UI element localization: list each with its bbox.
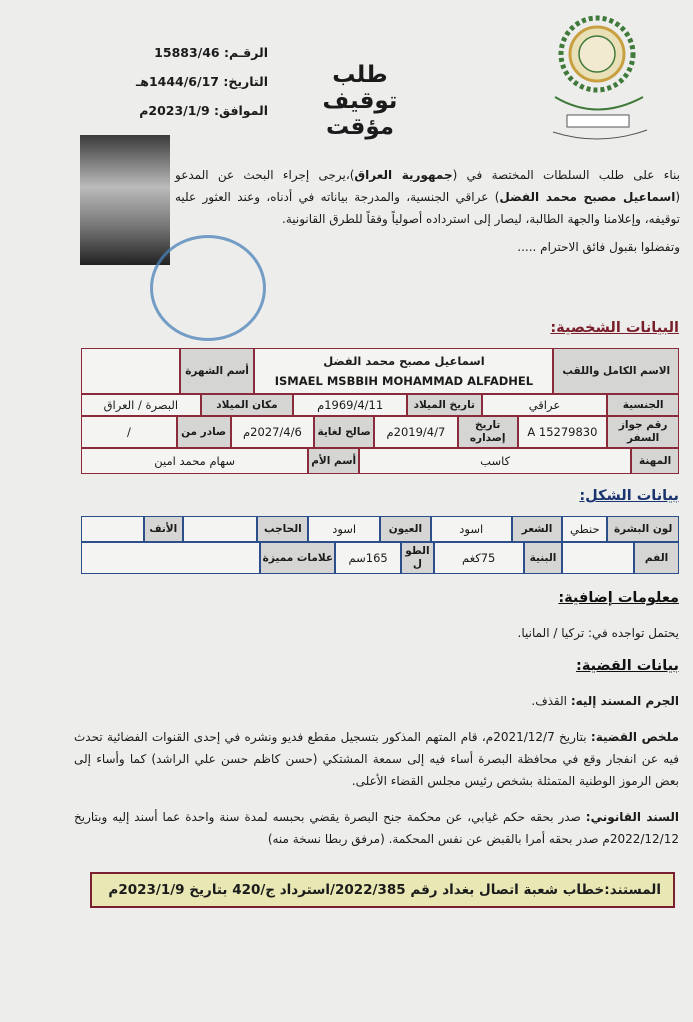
field-value: / — [81, 416, 177, 448]
field-label: الطول — [401, 542, 434, 574]
country-name: جمهورية العراق — [354, 168, 453, 182]
field-label: الحاجب — [257, 516, 308, 542]
crime-line — [74, 690, 679, 712]
full-name-arabic: اسماعيل مصبح محمد الفضل — [323, 354, 485, 368]
title-line-1: طلب توقيف — [322, 62, 398, 114]
reference-block — [128, 38, 268, 125]
crime-value: القذف. — [531, 694, 571, 708]
field-value — [562, 542, 634, 574]
legal-label: السند القانوني: — [585, 810, 679, 824]
field-label: صادر من — [177, 416, 231, 448]
document-reference-box — [90, 872, 675, 908]
additional-text: يحتمل تواجده في: تركيا / المانيا. — [517, 626, 679, 640]
field-label: المهنة — [631, 448, 679, 474]
table-row — [81, 394, 679, 416]
personal-data-table — [81, 348, 679, 474]
field-value: 165سم — [335, 542, 401, 574]
field-value: 75كغم — [434, 542, 524, 574]
personal-heading: البيانات الشخصية: — [550, 320, 679, 336]
intro-text: بناء على طلب السلطات المختصة في ( — [452, 168, 680, 182]
legal-basis — [74, 806, 679, 850]
gregorian-date: الموافق: 2023/1/9م — [139, 103, 268, 118]
table-row — [81, 542, 679, 574]
field-value — [81, 516, 144, 542]
field-value: اسود — [308, 516, 380, 542]
intro-text: )،يرجى إجراء البحث عن المدعو ( — [175, 168, 680, 204]
document-title — [300, 62, 420, 140]
full-name-english: ISMAEL MSBBIH MOHAMMAD ALFADHEL — [274, 374, 534, 388]
case-heading: بيانات القضية: — [576, 658, 679, 674]
field-value: 2019/4/7م — [374, 416, 458, 448]
field-label: العيون — [380, 516, 431, 542]
arab-interior-ministers-council-logo — [545, 12, 655, 147]
summary-text: بتاريخ 2021/12/7م، قام المتهم المذكور بتسجيل مقطع فديو ونشره في إحدى القنوات الفضائية تحدث فيه عن انفجار وقع في محافظة البصرة أساء فيه إلى سمعة المشتكي (حسن كاظم حسن علي الراشد) كما وأساء إلى بعض الرموز الوطنية المتمثلة بشخص رئيس مجلس القضاء الأعلى. — [74, 730, 679, 788]
field-value: حنطي — [562, 516, 607, 542]
crime-label: الجرم المسند إليه: — [570, 694, 679, 708]
field-label: تاريخ إصداره — [458, 416, 518, 448]
table-row — [81, 448, 679, 474]
field-label: علامات مميزة — [260, 542, 335, 574]
reference-number: الرقـم: 15883/46 — [154, 45, 268, 60]
title-line-2: مؤقت — [325, 114, 395, 140]
field-value: اسود — [431, 516, 512, 542]
field-label: تاريخ الميلاد — [407, 394, 482, 416]
field-value: A 15279830 — [518, 416, 608, 448]
field-label: الأنف — [144, 516, 183, 542]
field-label: مكان الميلاد — [201, 394, 294, 416]
document-label: المستند: — [604, 882, 661, 898]
document-body — [74, 318, 679, 908]
appearance-heading: بيانات الشكل: — [579, 488, 679, 504]
alias-value — [81, 348, 180, 394]
case-summary — [74, 726, 679, 792]
intro-paragraph — [175, 164, 680, 258]
field-value — [183, 516, 258, 542]
field-label: لون البشرة — [607, 516, 679, 542]
field-label: الجنسية — [607, 394, 679, 416]
suspect-name: اسماعيل مصبح محمد الفضل — [499, 190, 676, 204]
field-value: سهام محمد امين — [81, 448, 308, 474]
field-label: الشعر — [512, 516, 563, 542]
field-value: 1969/4/11م — [293, 394, 407, 416]
field-value: كاسب — [359, 448, 631, 474]
closing-text: وتفضلوا بقبول فائق الاحترام ..... — [517, 240, 680, 254]
intro-text: ) عراقي الجنسية، والمدرجة بياناته في أدناه، وعند العثور عليه توقيفه، وإعلامنا والجهة الطالبة، ليصار إلى استرداده أصولياً وفقاً للطرق القانونية. — [175, 190, 680, 226]
full-name-cell — [254, 348, 553, 394]
hijri-date: التاريخ: 1444/6/17هـ — [136, 74, 268, 89]
summary-label: ملخص القضية: — [590, 730, 679, 744]
field-label: رقم جواز السفر — [607, 416, 679, 448]
field-value — [81, 542, 260, 574]
full-name-label: الاسم الكامل واللقب — [553, 348, 679, 394]
additional-heading: معلومات إضافية: — [558, 590, 679, 606]
field-value: عراقي — [482, 394, 608, 416]
field-label: أسم الأم — [308, 448, 359, 474]
field-label: صالح لغاية — [314, 416, 374, 448]
name-row — [81, 348, 679, 394]
appearance-table — [81, 516, 679, 574]
table-row — [81, 516, 679, 542]
field-label: البنية — [524, 542, 563, 574]
table-row — [81, 416, 679, 448]
suspect-photo — [80, 135, 170, 265]
field-value: 2027/4/6م — [231, 416, 315, 448]
alias-label: أسم الشهرة — [180, 348, 255, 394]
field-value: البصرة / العراق — [81, 394, 201, 416]
document-text: خطاب شعبة اتصال بغداد رقم 2022/385/استرداد ج/420 بتاريخ 2023/1/9م — [108, 882, 605, 898]
legal-text: صدر بحقه حكم غيابي، عن محكمة جنح البصرة يقضي بحبسه لمدة سنة واحدة عما أسند إليه وبتاريخ 2022/12/12م صدر بحقه أمرا بالقبض عن نفس المحكمة. (مرفق ربطا نسخة منه) — [74, 810, 679, 846]
field-label: الفم — [634, 542, 679, 574]
